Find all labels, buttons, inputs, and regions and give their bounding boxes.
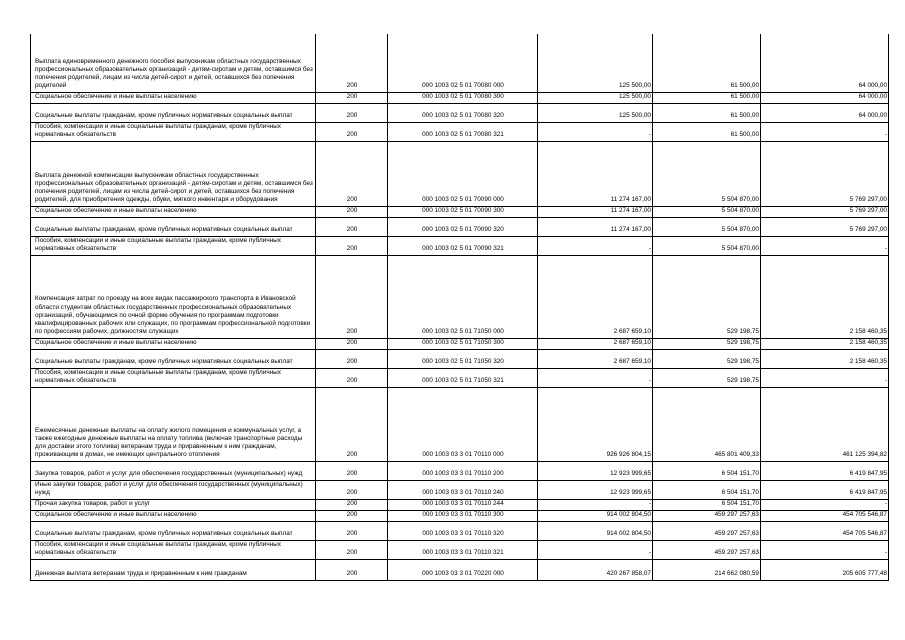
row-kbk: 000 1003 03 3 01 70110 244 [388, 499, 538, 510]
table-row [31, 255, 889, 338]
row-value-1: 11 274 167,00 [538, 206, 653, 217]
row-value-1: 12 923 999,65 [538, 480, 653, 499]
row-value-1: - [538, 499, 653, 510]
row-code: 200 [316, 206, 388, 217]
row-value-2: 61 500,00 [653, 103, 761, 122]
row-value-2: 465 801 409,33 [653, 387, 761, 461]
row-code: 200 [316, 122, 388, 141]
table-row [31, 499, 889, 510]
row-name: Социальное обеспечение и иные выплаты населению [31, 338, 316, 349]
row-value-2: 529 198,75 [653, 255, 761, 338]
row-value-2: 5 504 870,00 [653, 141, 761, 206]
row-kbk: 000 1003 02 5 01 71050 320 [388, 349, 538, 368]
row-name: Социальные выплаты гражданам, кроме публичных нормативных социальных выплат [31, 217, 316, 236]
row-value-2: 529 198,75 [653, 349, 761, 368]
row-name: Пособия, компенсации и иные социальные выплаты гражданам, кроме публичных нормативных обязательств [31, 122, 316, 141]
row-kbk: 000 1003 02 5 01 71050 000 [388, 255, 538, 338]
row-code: 200 [316, 480, 388, 499]
table-row [31, 540, 889, 559]
table-row [31, 338, 889, 349]
row-kbk: 000 1003 03 3 01 70110 200 [388, 461, 538, 480]
row-kbk: 000 1003 02 5 01 71050 300 [388, 338, 538, 349]
row-name: Выплата единовременного денежного пособия выпускникам областных государственных профессиональных образовательных организаций - детям-сиротам и детям, оставшимся без попечения родителей, лицам из числа детей-сирот и детей, оставшихся без попечения родителей [31, 34, 316, 92]
row-name: Компенсация затрат по проезду на всех видах пассажирского транспорта в Ивановской области студентам областных государственных профессиональных образовательных организаций, обучающимся по очной форме обучения по программам подготовки квалифицированных рабочих или служащих, по программам профессиональной подготовки по профессиям рабочих, должностям служащих [31, 255, 316, 338]
row-value-2: 6 504 151,70 [653, 499, 761, 510]
row-name: Социальное обеспечение и иные выплаты населению [31, 510, 316, 521]
row-value-2: 6 504 151,70 [653, 480, 761, 499]
row-kbk: 000 1003 02 5 01 70080 000 [388, 34, 538, 92]
table-row [31, 461, 889, 480]
row-value-1: - [538, 236, 653, 255]
row-name: Ежемесячные денежные выплаты на оплату жилого помещения и коммунальных услуг, а также ежегодные денежные выплаты на оплату топлива (включая транспортные расходы для доставки этого топлива) ветеранам труда и приравненным к ним гражданам, проживающим в домах, не имеющих центрального отопления [31, 387, 316, 461]
row-name: Социальные выплаты гражданам, кроме публичных нормативных социальных выплат [31, 349, 316, 368]
row-kbk: 000 1003 02 5 01 71050 321 [388, 368, 538, 387]
row-name: Денежная выплата ветеранам труда и приравненным к ним гражданам [31, 559, 316, 580]
row-value-1: 2 687 659,10 [538, 255, 653, 338]
row-value-2: 5 504 870,00 [653, 217, 761, 236]
table-row [31, 368, 889, 387]
row-value-3: 6 419 847,95 [761, 480, 889, 499]
row-code: 200 [316, 499, 388, 510]
row-value-1: - [538, 368, 653, 387]
table-row [31, 510, 889, 521]
row-name: Социальное обеспечение и иные выплаты населению [31, 92, 316, 103]
row-value-1: - [538, 122, 653, 141]
row-value-3: 64 000,00 [761, 34, 889, 92]
row-value-2: 61 500,00 [653, 34, 761, 92]
row-value-2: 5 504 870,00 [653, 206, 761, 217]
row-value-1: 125 500,00 [538, 34, 653, 92]
row-value-3: - [761, 540, 889, 559]
row-value-1: 125 500,00 [538, 103, 653, 122]
table-row [31, 521, 889, 540]
row-kbk: 000 1003 03 3 01 70110 300 [388, 510, 538, 521]
row-value-2: 5 504 870,00 [653, 236, 761, 255]
row-value-1: 125 500,00 [538, 92, 653, 103]
row-code: 200 [316, 521, 388, 540]
table-row [31, 141, 889, 206]
row-value-3: 454 705 546,87 [761, 521, 889, 540]
row-code: 200 [316, 368, 388, 387]
row-name: Закупка товаров, работ и услуг для обеспечения государственных (муниципальных) нужд [31, 461, 316, 480]
row-kbk: 000 1003 02 5 01 70080 320 [388, 103, 538, 122]
row-code: 200 [316, 349, 388, 368]
row-code: 200 [316, 461, 388, 480]
table-row [31, 103, 889, 122]
row-name: Иные закупки товаров, работ и услуг для обеспечения государственных (муниципальных) нужд [31, 480, 316, 499]
row-code: 200 [316, 510, 388, 521]
row-code: 200 [316, 217, 388, 236]
row-kbk: 000 1003 03 3 01 70110 320 [388, 521, 538, 540]
row-value-2: 459 297 257,63 [653, 540, 761, 559]
row-kbk: 000 1003 02 5 01 70090 321 [388, 236, 538, 255]
budget-table [30, 34, 889, 581]
row-name: Пособия, компенсации и иные социальные выплаты гражданам, кроме публичных нормативных обязательств [31, 368, 316, 387]
row-code: 200 [316, 559, 388, 580]
row-value-3: - [761, 236, 889, 255]
row-value-3: 5 769 297,00 [761, 217, 889, 236]
row-value-1: - [538, 540, 653, 559]
row-value-3: 64 000,00 [761, 92, 889, 103]
row-value-2: 459 297 257,63 [653, 510, 761, 521]
row-code: 200 [316, 141, 388, 206]
row-name: Социальные выплаты гражданам, кроме публичных нормативных социальных выплат [31, 103, 316, 122]
row-kbk: 000 1003 03 3 01 70110 240 [388, 480, 538, 499]
table-row [31, 217, 889, 236]
row-kbk: 000 1003 02 5 01 70090 320 [388, 217, 538, 236]
row-value-2: 61 500,00 [653, 92, 761, 103]
row-code: 200 [316, 387, 388, 461]
row-value-1: 914 002 804,50 [538, 521, 653, 540]
table-row [31, 34, 889, 92]
row-value-3: - [761, 499, 889, 510]
row-name: Выплата денежной компенсации выпускникам областных государственных профессиональных образовательных организаций - детям-сиротам и детям, оставшимся без попечения родителей, лицам из числа детей-сирот и детей, оставшихся без попечения родителей, для приобретения одежды, обуви, мягкого инвентаря и оборудования [31, 141, 316, 206]
row-value-2: 6 504 151,70 [653, 461, 761, 480]
row-value-3: 2 158 460,35 [761, 255, 889, 338]
row-value-3: 5 769 297,00 [761, 141, 889, 206]
row-kbk: 000 1003 03 3 01 70110 000 [388, 387, 538, 461]
row-kbk: 000 1003 03 3 01 70220 000 [388, 559, 538, 580]
row-kbk: 000 1003 02 5 01 70080 300 [388, 92, 538, 103]
row-value-3: 454 705 546,87 [761, 510, 889, 521]
row-value-2: 61 500,00 [653, 122, 761, 141]
row-kbk: 000 1003 03 3 01 70110 321 [388, 540, 538, 559]
row-kbk: 000 1003 02 5 01 70090 300 [388, 206, 538, 217]
row-value-1: 926 926 804,15 [538, 387, 653, 461]
row-name: Пособия, компенсации и иные социальные выплаты гражданам, кроме публичных нормативных обязательств [31, 540, 316, 559]
row-value-3: 2 158 460,35 [761, 338, 889, 349]
row-value-3: 461 125 394,82 [761, 387, 889, 461]
row-value-3: 205 605 777,48 [761, 559, 889, 580]
row-value-2: 459 297 257,63 [653, 521, 761, 540]
row-value-3: 5 769 297,00 [761, 206, 889, 217]
row-value-3: - [761, 368, 889, 387]
table-row [31, 559, 889, 580]
row-value-1: 12 923 999,65 [538, 461, 653, 480]
table-row [31, 236, 889, 255]
row-code: 200 [316, 540, 388, 559]
row-value-2: 529 198,75 [653, 338, 761, 349]
row-code: 200 [316, 338, 388, 349]
row-code: 200 [316, 34, 388, 92]
row-code: 200 [316, 255, 388, 338]
table-row [31, 387, 889, 461]
row-value-1: 2 687 659,10 [538, 349, 653, 368]
table-row [31, 122, 889, 141]
row-value-1: 2 687 659,10 [538, 338, 653, 349]
row-value-1: 914 002 804,50 [538, 510, 653, 521]
row-code: 200 [316, 92, 388, 103]
row-value-1: 11 274 167,00 [538, 141, 653, 206]
row-code: 200 [316, 236, 388, 255]
row-name: Социальное обеспечение и иные выплаты населению [31, 206, 316, 217]
row-value-3: 6 419 847,95 [761, 461, 889, 480]
row-value-1: 420 267 858,07 [538, 559, 653, 580]
row-value-3: - [761, 122, 889, 141]
row-value-3: 64 000,00 [761, 103, 889, 122]
row-value-2: 529 198,75 [653, 368, 761, 387]
table-row [31, 480, 889, 499]
row-name: Социальные выплаты гражданам, кроме публичных нормативных социальных выплат [31, 521, 316, 540]
table-row [31, 349, 889, 368]
table-row [31, 92, 889, 103]
row-name: Пособия, компенсации и иные социальные выплаты гражданам, кроме публичных нормативных обязательств [31, 236, 316, 255]
row-value-1: 11 274 167,00 [538, 217, 653, 236]
row-code: 200 [316, 103, 388, 122]
row-value-2: 214 662 080,59 [653, 559, 761, 580]
row-kbk: 000 1003 02 5 01 70090 000 [388, 141, 538, 206]
row-value-3: 2 158 460,35 [761, 349, 889, 368]
row-name: Прочая закупка товаров, работ и услуг [31, 499, 316, 510]
table-row [31, 206, 889, 217]
row-kbk: 000 1003 02 5 01 70080 321 [388, 122, 538, 141]
